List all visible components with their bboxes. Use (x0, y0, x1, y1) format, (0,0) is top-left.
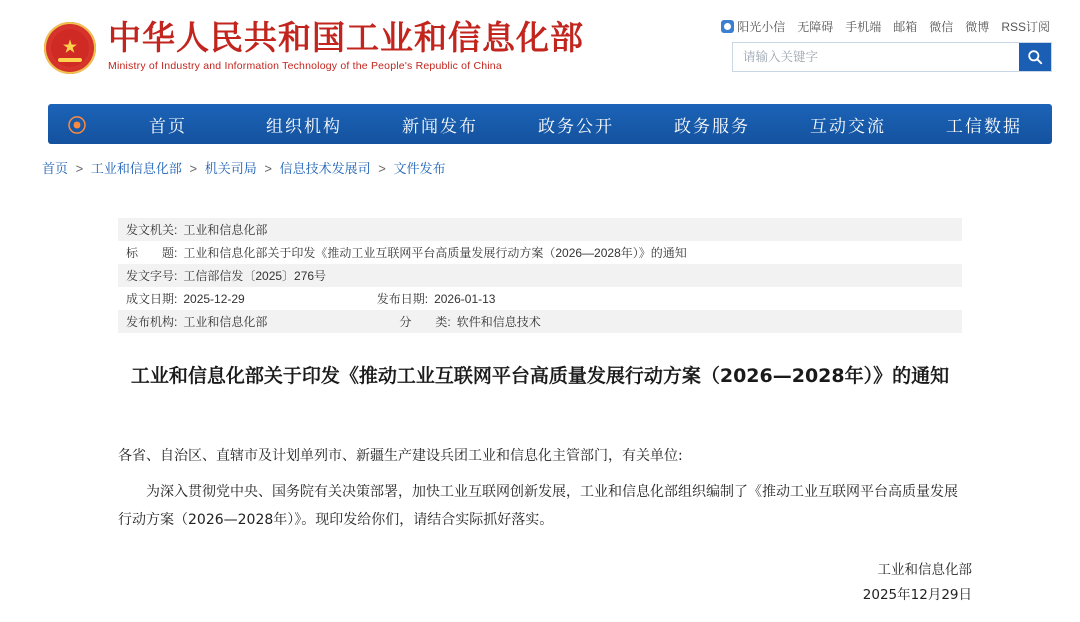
meta-value-publishing-org: 工业和信息化部 (183, 315, 268, 329)
top-utility-links (721, 18, 1050, 35)
breadcrumb-separator: > (75, 161, 84, 176)
site-logo-icon[interactable]: ⦿ (67, 115, 87, 137)
meta-label-publishing-org: 发布机构: (126, 315, 178, 329)
nav-items (100, 112, 1052, 137)
top-link-weibo[interactable]: 微博 (965, 20, 990, 34)
breadcrumb-item-departments[interactable]: 机关司局 (204, 161, 257, 176)
breadcrumb-item-ministry[interactable]: 工业和信息化部 (90, 161, 182, 176)
site-title-en: Ministry of Industry and Information Technology of the People's Republic of China (108, 60, 502, 73)
meta-label-title: 标 题: (126, 246, 178, 260)
meta-label-issuing-authority: 发文机关: (126, 223, 178, 237)
meta-label-written-date: 成文日期: (126, 292, 178, 306)
meta-row-dates (118, 287, 962, 310)
document-meta-table (118, 218, 962, 333)
meta-row-document-number (118, 264, 962, 287)
document-body (118, 442, 964, 542)
site-header (0, 0, 1080, 90)
top-link-mobile[interactable]: 手机端 (845, 20, 882, 34)
meta-row-title (118, 241, 962, 264)
meta-label-document-number: 发文字号: (126, 269, 178, 283)
meta-value-title: 工业和信息化部关于印发《推动工业互联网平台高质量发展行动方案（2026—2028年）》的通知 (183, 246, 687, 260)
signature-date: 2025年12月29日 (862, 586, 972, 603)
document-paragraph-1: 为深入贯彻党中央、国务院有关决策部署，加快工业互联网创新发展，工业和信息化部组织编制了《推动工业互联网平台高质量发展行动方案（2026—2028年）》。现印发给你们，请结合实际抓好落实。 (118, 484, 958, 528)
signature-organization: 工业和信息化部 (877, 562, 972, 578)
breadcrumb-separator: > (264, 161, 272, 176)
top-link-wechat[interactable]: 微信 (929, 20, 954, 34)
nav-item-data[interactable]: 工信数据 (946, 116, 1022, 137)
meta-label-category: 分 类: (399, 315, 451, 329)
meta-value-written-date: 2025-12-29 (183, 291, 245, 306)
meta-col-category (399, 313, 540, 330)
top-link-sunshine-label: 阳光小信 (737, 20, 786, 34)
top-link-rss[interactable]: RSS订阅 (1001, 20, 1050, 34)
main-navigation (48, 104, 1052, 144)
meta-value-category: 软件和信息技术 (456, 315, 541, 329)
meta-value-document-number: 工信部信发〔2025〕276号 (183, 269, 327, 283)
document-salutation: 各省、自治区、直辖市及计划单列市、新疆生产建设兵团工业和信息化主管部门，有关单位: (118, 448, 683, 464)
meta-value-issuing-authority: 工业和信息化部 (183, 223, 268, 237)
breadcrumb (42, 158, 445, 177)
nav-item-government-services[interactable]: 政务服务 (674, 116, 750, 137)
search-box (732, 42, 1052, 72)
meta-row-issuing-authority (118, 218, 962, 241)
nav-item-interaction[interactable]: 互动交流 (810, 116, 886, 137)
site-title-block (108, 20, 584, 72)
page-title: 工业和信息化部关于印发《推动工业互联网平台高质量发展行动方案（2026—2028年）》的通知 (130, 365, 950, 387)
document-signature (863, 558, 972, 608)
sunshine-icon (721, 20, 734, 33)
breadcrumb-item-document-release[interactable]: 文件发布 (393, 161, 446, 176)
breadcrumb-separator: > (189, 161, 198, 176)
site-title-cn: 中华人民共和国工业和信息化部 (108, 18, 584, 57)
search-icon (1027, 49, 1043, 65)
breadcrumb-item-it-development[interactable]: 信息技术发展司 (279, 161, 371, 176)
top-link-sunshine[interactable] (721, 18, 785, 35)
breadcrumb-item-home[interactable]: 首页 (42, 161, 69, 176)
top-link-mail[interactable]: 邮箱 (893, 20, 918, 34)
meta-value-publish-date: 2026-01-13 (434, 291, 496, 306)
search-button[interactable] (1019, 43, 1051, 71)
nav-item-government-affairs[interactable]: 政务公开 (538, 116, 614, 137)
meta-col-publish-date (377, 290, 496, 307)
meta-row-org-category (118, 310, 962, 333)
nav-item-news[interactable]: 新闻发布 (402, 116, 478, 137)
nav-item-home[interactable]: 首页 (149, 116, 187, 137)
meta-label-publish-date: 发布日期: (376, 292, 429, 306)
nav-item-organization[interactable]: 组织机构 (266, 116, 342, 137)
search-input[interactable] (733, 43, 1019, 71)
breadcrumb-separator: > (378, 161, 386, 176)
top-link-accessibility[interactable]: 无障碍 (797, 20, 834, 34)
national-emblem-icon (44, 22, 96, 74)
